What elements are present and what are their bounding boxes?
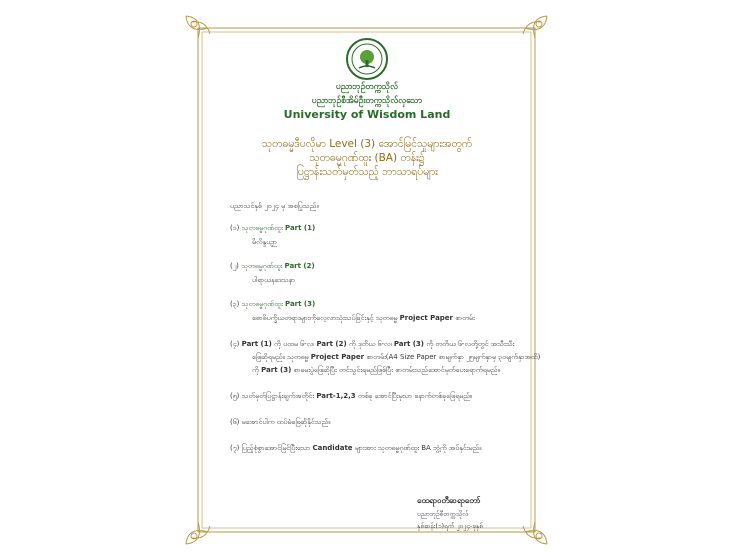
item-number: (၂) — [230, 262, 239, 270]
item-part: Part (1) — [285, 224, 316, 232]
rule-text: တစ်ခု အောင်ပြီးမှသာ နောက်တစ်ခုဖြေရမည်။ — [357, 392, 473, 400]
desc-text: ဓောဓိပက္ခိယတရားများကိုလေ့လာသုံးသပ်ခြင်းနှင့် သုတဓမ္မ — [252, 314, 398, 322]
rule-bold: Part-1,2,3 — [316, 392, 356, 400]
rule-text: ကို ဒုတိယ ၆-လ၊ — [348, 340, 392, 348]
institution-name-mm-1: ပညာဘုဉ်တက္ကသိုလ် — [335, 82, 399, 92]
rule-number: (၅) — [230, 392, 240, 400]
item-number: (၃) — [230, 300, 240, 308]
rule-number: (၄) — [230, 340, 240, 348]
part-ref: Part (3) — [393, 340, 424, 348]
institution-name-en: University of Wisdom Land — [283, 108, 451, 121]
item-part: Part (3) — [285, 300, 316, 308]
item-number: (၁) — [230, 224, 240, 232]
rule-text: စာတမ်း(A4 Size Paper စာမျက်နှာ ၂၅မျက်နှာမှ ၃၀မျက်နှာအထိ) — [366, 353, 541, 361]
part-ref: Part (3) — [261, 366, 292, 374]
desc-bold: Project Paper — [399, 314, 454, 322]
rule-4-line-2 — [252, 353, 540, 363]
rule-text: ကို တတိယ ၆-လတို့တွင် အသီးသီး — [426, 340, 515, 348]
rule-4-line-1 — [230, 340, 514, 350]
title-line-3: ပြဋ္ဌာန်းသတ်မှတ်သည့် ဘာသာရပ်များ — [296, 166, 438, 178]
list-item — [230, 300, 315, 310]
list-item — [230, 262, 315, 272]
rule-bold: Project Paper — [310, 353, 365, 361]
item-description — [252, 314, 475, 324]
rule-text: ကို ပထမ ၆-လ၊ — [274, 340, 315, 348]
item-part: Part (2) — [284, 262, 315, 270]
signature-date: နှစ်ဆန်း(၁)ရက် ၂၀၂၄-ခုနှစ် — [417, 522, 483, 530]
rule-text: ကို — [252, 366, 259, 374]
rule-bold: Candidate — [312, 444, 353, 452]
intro-text: ပညာသင်နှစ် ၂၀၂၄ မှ အစပြုသည်။ — [230, 202, 319, 210]
rule-text: ဖြေဆိုရမည်။ သုတဓမ္မ — [252, 353, 309, 361]
rule-number: (၆) — [230, 418, 240, 426]
part-ref: Part (2) — [316, 340, 347, 348]
rule-7 — [230, 444, 481, 454]
rule-text: စာမေးပွဲဖြေဆိုပြီး တင်သွင်းရမည်ဖြစ်ပြီး စာတမ်းသည်အောင်မှတ်ပေးရောက်ရမည်။ — [293, 366, 500, 374]
rule-5 — [230, 392, 472, 402]
rule-text: ပြည့်စုံစွာအောင်မြင်ပြီးသော — [241, 444, 311, 452]
desc-text: စာတမ်း — [455, 314, 475, 322]
signature-role: ပညာဘုဉ်စီတက္ကသိုလ် — [417, 510, 469, 518]
list-item — [230, 224, 315, 234]
item-description: မိလိန္ဒပဉှာ — [252, 238, 277, 246]
university-logo — [346, 38, 388, 80]
rule-text: သတ်မှတ်ပြဋ္ဌာန်းချက်အတိုင်း — [241, 392, 315, 400]
rule-text: များအား သုတဓမ္မဂုဏ်ထူး BA ဘွဲ့ကို အပ်နှင်းမည်။ — [354, 444, 482, 452]
rule-number: (၇) — [230, 444, 240, 452]
signature-title: ထေရာဝတီဆရာတော် — [417, 496, 481, 505]
rule-4-line-3 — [252, 366, 500, 376]
item-label: သုတဓမ္မဂုဏ်ထူး — [241, 262, 283, 270]
item-label: သုတဓမ္မဂုဏ်ထူး — [241, 224, 283, 232]
item-label: သုတဓမ္မဂုဏ်ထူး — [241, 300, 283, 308]
title-line-2: သုတဓမ္မဂုဏ်ထူး (BA) တန်း၌ — [309, 152, 425, 164]
rule-6 — [230, 418, 330, 428]
item-description: ပါရာယနဒေသနာ — [252, 276, 295, 284]
rule-text: မအောင်ပါက ထပ်မံဖြေဆိုနိုင်သည်။ — [241, 418, 331, 426]
title-line-1: သုတဓမ္မဒီပလိုမာ Level (3) အောင်မြင်သူများအတွက် — [261, 138, 473, 150]
institution-name-mm-2: ပညာဘုဉ်စီအိမ်ဦးတက္ကသိုလ်လှသော — [311, 96, 423, 106]
part-ref: Part (1) — [241, 340, 272, 348]
